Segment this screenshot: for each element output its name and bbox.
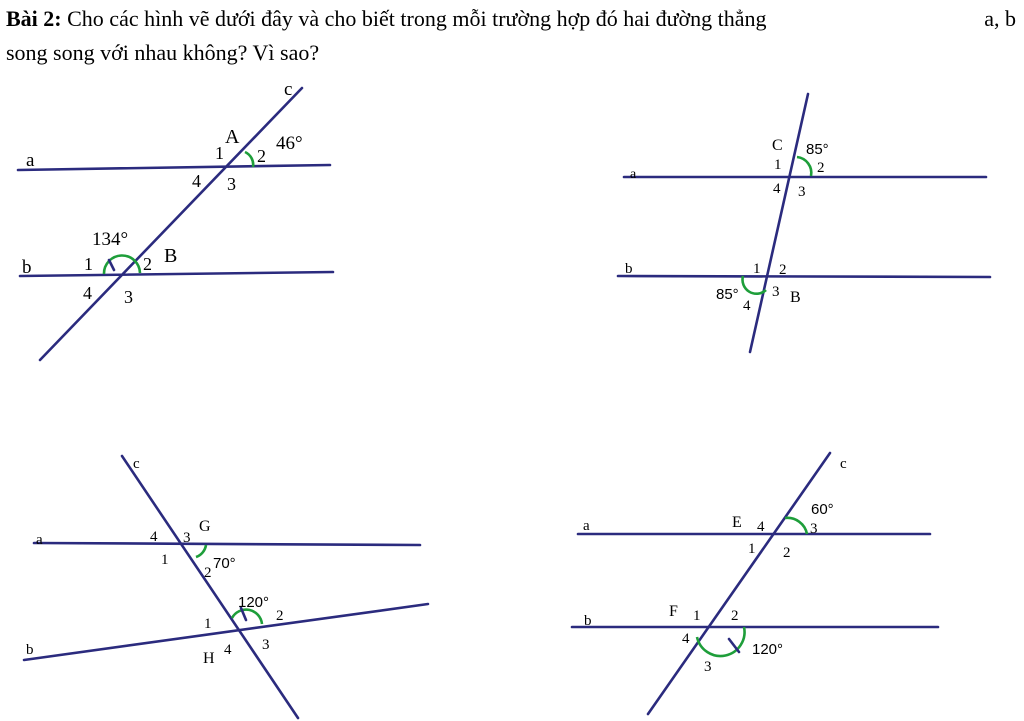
label-point-E: E — [732, 514, 742, 531]
angle-E-value: 60° — [811, 501, 834, 518]
line-c — [648, 453, 830, 714]
angle-G4-label: 4 — [150, 529, 158, 545]
line-b — [618, 276, 990, 277]
figure-2 — [618, 94, 990, 352]
angle-H3-label: 3 — [262, 637, 270, 653]
angle-G-value: 70° — [213, 555, 236, 572]
angle-C3-label: 3 — [798, 184, 806, 200]
angle-B2-label: 2 — [143, 254, 152, 274]
angle-B4-label: 4 — [83, 283, 92, 303]
angle-B-value: 85° — [716, 286, 739, 303]
angle-A-value: 46° — [276, 133, 303, 154]
angle-E3-label: 3 — [810, 521, 818, 537]
angle-H-value: 120° — [238, 594, 270, 611]
angle-B4-label: 4 — [743, 298, 751, 314]
angle-G2-arc — [196, 545, 206, 557]
label-line-b: b — [625, 261, 633, 277]
angle-C4-label: 4 — [773, 181, 781, 197]
line-a — [34, 543, 420, 545]
label-line-c: c — [133, 456, 140, 472]
angle-F-value: 120° — [752, 641, 784, 658]
angle-H1-label: 1 — [204, 616, 212, 632]
label-point-G: G — [199, 518, 211, 535]
angle-E2-label: 2 — [783, 545, 791, 561]
angle-B1-label: 1 — [84, 254, 93, 274]
label-line-a: a — [630, 167, 637, 182]
angle-B3-label: 3 — [772, 284, 780, 300]
angle-F2-label: 2 — [731, 608, 739, 624]
label-point-B: B — [790, 289, 801, 306]
angle-B-arc — [104, 255, 140, 274]
line-c — [40, 88, 302, 360]
angle-C-value: 85° — [806, 141, 829, 158]
angle-B3-label: 3 — [124, 287, 133, 307]
angle-E3-arc — [785, 518, 807, 534]
angle-F-tick — [729, 639, 739, 652]
angle-F1-label: 1 — [693, 608, 701, 624]
angle-B-tick — [109, 260, 114, 270]
angle-H4-label: 4 — [224, 642, 232, 658]
angle-B-value: 134° — [92, 229, 129, 250]
angle-H2-label: 2 — [276, 608, 284, 624]
figure-3 — [24, 456, 428, 718]
angle-B1-label: 1 — [753, 261, 761, 277]
angle-F3-label: 3 — [704, 659, 712, 675]
problem-text: Cho các hình vẽ dưới đây và cho biết trong mỗi trường hợp đó hai đường thẳng — [61, 6, 767, 31]
angle-G1-label: 1 — [161, 552, 169, 568]
label-line-b: b — [584, 613, 592, 629]
label-line-b: b — [22, 257, 32, 278]
line-b — [20, 272, 333, 276]
angle-E1-label: 1 — [748, 541, 756, 557]
figure-4 — [572, 453, 938, 714]
label-line-c: c — [284, 79, 293, 100]
label-point-F: F — [669, 603, 678, 620]
angle-G3-label: 3 — [183, 530, 191, 546]
angle-C2-arc — [797, 157, 811, 176]
label-line-a: a — [26, 150, 35, 171]
problem-text-line2: song song với nhau không? Vì sao? — [6, 40, 320, 65]
label-line-b: b — [26, 642, 34, 658]
label-point-C: C — [772, 137, 783, 154]
angle-E4-label: 4 — [757, 519, 765, 535]
angle-F4-label: 4 — [682, 631, 690, 647]
angle-C2-label: 2 — [817, 160, 825, 176]
angle-C1-label: 1 — [774, 157, 782, 173]
figure-1 — [18, 79, 333, 360]
angle-A2-arc — [245, 152, 253, 167]
angle-A3-label: 3 — [227, 174, 236, 194]
angle-A1-label: 1 — [215, 143, 224, 163]
line-cb — [750, 94, 808, 352]
angle-A2-label: 2 — [257, 146, 266, 166]
problem-text-lines: a, b — [984, 6, 1016, 31]
line-c — [122, 456, 298, 718]
label-line-c: c — [840, 456, 847, 472]
label-line-a: a — [583, 518, 590, 534]
angle-A4-label: 4 — [192, 171, 201, 191]
angle-B2-label: 2 — [779, 262, 787, 278]
label-line-a: a — [36, 532, 43, 548]
label-point-A: A — [225, 126, 240, 148]
angle-B4-arc — [742, 276, 766, 294]
problem-label: Bài 2: — [6, 6, 62, 31]
label-point-H: H — [203, 650, 215, 667]
angle-G2-label: 2 — [204, 565, 212, 581]
angle-H2-arc — [232, 610, 262, 624]
line-a — [18, 165, 330, 170]
label-point-B: B — [164, 245, 178, 267]
